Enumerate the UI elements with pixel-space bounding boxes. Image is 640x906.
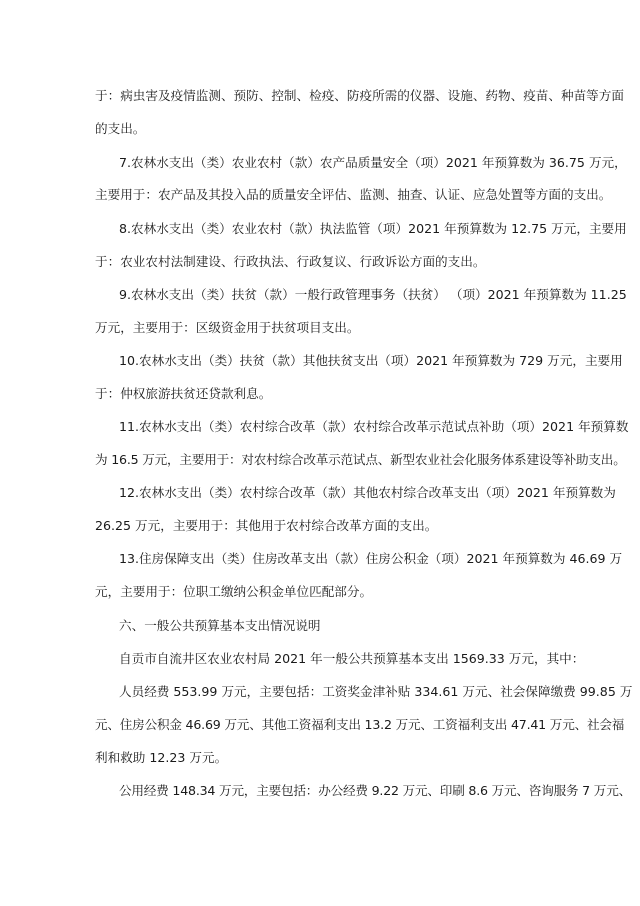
document-page: 于：病虫害及疫情监测、预防、控制、检疫、防疫所需的仪器、设施、药物、疫苗、种苗等方面 的支出。 7.农林水支出（类）农业农村（款）农产品质量安全（项）2021 年预算数为 36.75 万元， 主要用于：农产品及其投入品的质量安全评估、监测、抽查、认证、应急处置等方面的支出。 8.农林水支出（类）农业农村（款）执法监管（项）2021 年预算数为 12.75 万元，主要用 于：农业农村法制建设、行政执法、行政复议、行政诉讼方面的支出。 9.农林水支出（类）扶贫（款）一般行政管理事务（扶贫） （项）2021 年预算数为 11.25 万元，主要用于：区级资金用于扶贫项目支出。 10.农林水支出（类）扶贫（款）其他扶贫支出（项）2021 年预算数为 729 万元，主要用 于：仲权旅游扶贫还贷款利息。 11.农林水支出（类）农村综合改革（款）农村综合改革示范试点补助（项）2021 年预算数 为 16.5 万元，主要用于：对农村综合改革示范试点、新型农业社会化服务体系建设等补助支出。 12.农林水支出（类）农村综合改革（款）其他农村综合改革支出（项）2021 年预算数为 26.25 万元，主要用于：其他用于农村综合改革方面的支出。 13.住房保障支出（类）住房改革支出（款）住房公积金（项）2021 年预算数为 46.69 万 元，主要用于：位职工缴纳公积金单位匹配部分。 六、一般公共预算基本支出情况说明 自贡市自流井区农业农村局 2021 年一般公共预算基本支出 1569.33 万元，其中： 人员经费 553.99 万元，主要包括：工资奖金津补贴 334.61 万元、社会保障缴费 99.85 万 元、住房公积金 46.69 万元、其他工资福利支出 13.2 万元、工资福利支出 47.41 万元、社会福 利和救助 12.23 万元。 公用经费 148.34 万元，主要包括：办公经费 9.22 万元、印刷 8.6 万元、咨询服务 7 万元、 [95,88,633,798]
